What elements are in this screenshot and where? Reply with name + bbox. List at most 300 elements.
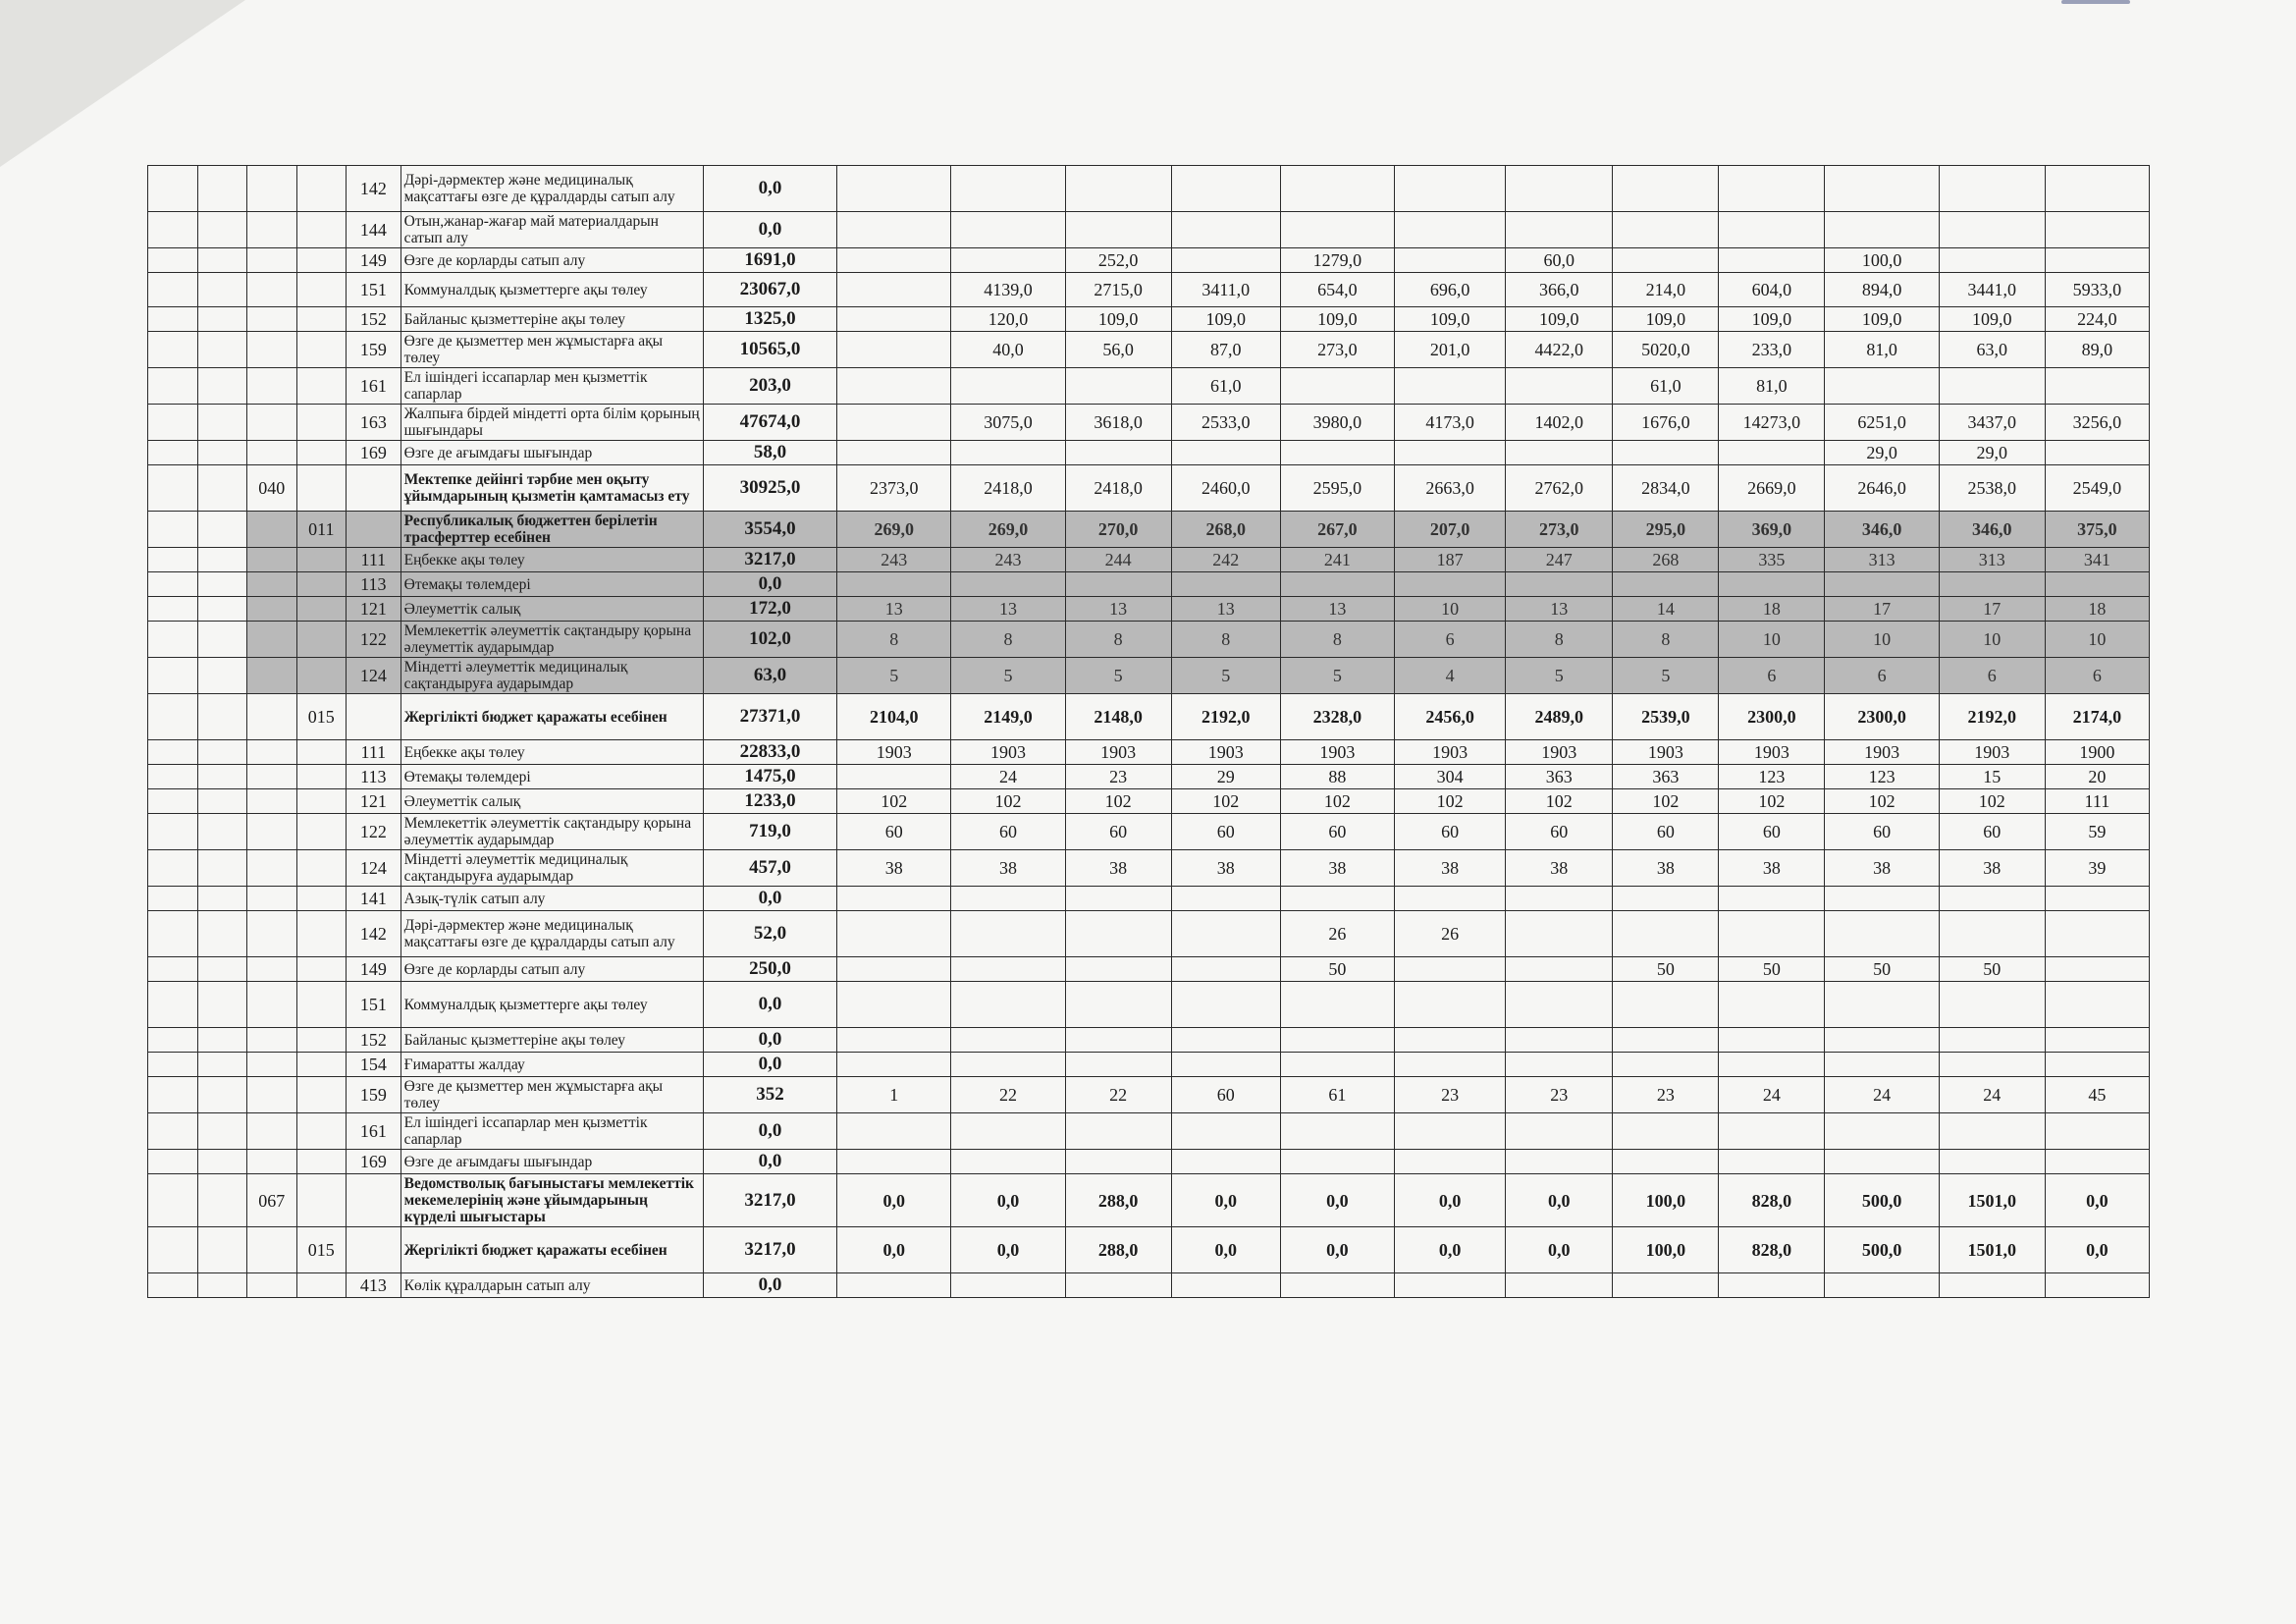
month-value-cell	[2045, 982, 2149, 1028]
month-value-cell: 10	[1939, 622, 2045, 658]
month-value-cell	[1719, 166, 1825, 212]
table-row	[148, 982, 2150, 1028]
blank-cell	[148, 622, 198, 658]
month-value-cell: 38	[1171, 850, 1280, 887]
total-cell: 0,0	[703, 1150, 836, 1174]
blank-cell	[148, 850, 198, 887]
subprogram-code-cell	[296, 273, 347, 307]
month-value-cell: 0,0	[1171, 1227, 1280, 1273]
blank-cell	[148, 273, 198, 307]
month-value-cell	[1171, 1113, 1280, 1150]
program-code-cell	[247, 273, 297, 307]
month-value-cell: 0,0	[2045, 1174, 2149, 1227]
program-code-cell	[247, 248, 297, 273]
month-value-cell	[1939, 572, 2045, 597]
month-value-cell: 2174,0	[2045, 694, 2149, 740]
month-value-cell: 1903	[1280, 740, 1394, 765]
month-value-cell: 1903	[951, 740, 1065, 765]
total-cell: 27371,0	[703, 694, 836, 740]
month-value-cell: 13	[951, 597, 1065, 622]
blank-cell	[197, 740, 247, 765]
month-value-cell: 273,0	[1506, 512, 1613, 548]
month-value-cell	[1939, 887, 2045, 911]
month-value-cell: 24	[951, 765, 1065, 789]
expense-name-cell: Мектепке дейінгі тәрбие мен оқыту ұйымдарының қызметін қамтамасыз ету	[400, 465, 703, 512]
month-value-cell	[1171, 982, 1280, 1028]
blank-cell	[197, 765, 247, 789]
month-value-cell	[1825, 212, 1939, 248]
blank-cell	[148, 405, 198, 441]
month-value-cell: 2373,0	[837, 465, 951, 512]
expense-name-cell: Жергілікті бюджет қаражаты есебінен	[400, 694, 703, 740]
month-value-cell	[1171, 1150, 1280, 1174]
subprogram-code-cell	[296, 441, 347, 465]
month-value-cell	[837, 957, 951, 982]
table-row	[148, 307, 2150, 332]
month-value-cell: 2549,0	[2045, 465, 2149, 512]
month-value-cell: 2538,0	[1939, 465, 2045, 512]
blank-cell	[197, 465, 247, 512]
program-code-cell	[247, 1028, 297, 1053]
month-value-cell: 252,0	[1065, 248, 1171, 273]
table-row	[148, 1273, 2150, 1298]
month-value-cell	[1171, 212, 1280, 248]
table-row	[148, 850, 2150, 887]
total-cell: 457,0	[703, 850, 836, 887]
blank-cell	[148, 465, 198, 512]
specifics-code-cell: 161	[347, 368, 401, 405]
month-value-cell	[1825, 572, 1939, 597]
month-value-cell	[1171, 572, 1280, 597]
subprogram-code-cell	[296, 1077, 347, 1113]
month-value-cell	[951, 957, 1065, 982]
month-value-cell: 8	[1613, 622, 1719, 658]
month-value-cell: 17	[1825, 597, 1939, 622]
subprogram-code-cell	[296, 1174, 347, 1227]
month-value-cell	[1171, 911, 1280, 957]
month-value-cell	[1719, 911, 1825, 957]
subprogram-code-cell	[296, 765, 347, 789]
total-cell: 3217,0	[703, 548, 836, 572]
blank-cell	[148, 1077, 198, 1113]
subprogram-code-cell	[296, 405, 347, 441]
blank-cell	[148, 765, 198, 789]
budget-table	[147, 165, 2150, 1298]
month-value-cell: 50	[1939, 957, 2045, 982]
month-value-cell: 39	[2045, 850, 2149, 887]
month-value-cell: 38	[1613, 850, 1719, 887]
month-value-cell: 5	[1065, 658, 1171, 694]
month-value-cell	[1506, 911, 1613, 957]
month-value-cell	[1506, 982, 1613, 1028]
expense-name-cell: Әлеуметтік салық	[400, 789, 703, 814]
month-value-cell: 828,0	[1719, 1227, 1825, 1273]
program-code-cell	[247, 597, 297, 622]
program-code-cell	[247, 512, 297, 548]
month-value-cell	[837, 887, 951, 911]
month-value-cell: 6	[1719, 658, 1825, 694]
total-cell: 1691,0	[703, 248, 836, 273]
blank-cell	[197, 1150, 247, 1174]
month-value-cell: 22	[1065, 1077, 1171, 1113]
total-cell: 0,0	[703, 1028, 836, 1053]
month-value-cell: 1501,0	[1939, 1174, 2045, 1227]
month-value-cell: 109,0	[1939, 307, 2045, 332]
month-value-cell: 61,0	[1613, 368, 1719, 405]
month-value-cell: 2762,0	[1506, 465, 1613, 512]
month-value-cell	[837, 307, 951, 332]
month-value-cell: 63,0	[1939, 332, 2045, 368]
month-value-cell	[1719, 1053, 1825, 1077]
blank-cell	[148, 512, 198, 548]
month-value-cell: 269,0	[951, 512, 1065, 548]
month-value-cell: 60	[1825, 814, 1939, 850]
month-value-cell: 3441,0	[1939, 273, 2045, 307]
month-value-cell	[1506, 1053, 1613, 1077]
expense-name-cell: Еңбекке ақы төлеу	[400, 548, 703, 572]
month-value-cell	[1065, 368, 1171, 405]
program-code-cell: 040	[247, 465, 297, 512]
month-value-cell: 2646,0	[1825, 465, 1939, 512]
month-value-cell: 4139,0	[951, 273, 1065, 307]
month-value-cell	[1065, 441, 1171, 465]
month-value-cell: 313	[1825, 548, 1939, 572]
table-row	[148, 887, 2150, 911]
expense-name-cell: Өзге де корларды сатып алу	[400, 957, 703, 982]
month-value-cell	[1506, 1028, 1613, 1053]
program-code-cell	[247, 765, 297, 789]
table-row	[148, 1028, 2150, 1053]
subprogram-code-cell	[296, 465, 347, 512]
expense-name-cell: Өзге де корларды сатып алу	[400, 248, 703, 273]
month-value-cell: 29,0	[1939, 441, 2045, 465]
month-value-cell	[1613, 982, 1719, 1028]
subprogram-code-cell	[296, 982, 347, 1028]
expense-name-cell: Өзге де ағымдағы шығындар	[400, 1150, 703, 1174]
month-value-cell	[1065, 572, 1171, 597]
month-value-cell: 1903	[1825, 740, 1939, 765]
month-value-cell: 18	[2045, 597, 2149, 622]
month-value-cell	[1939, 1053, 2045, 1077]
month-value-cell	[1395, 1028, 1506, 1053]
month-value-cell: 29,0	[1825, 441, 1939, 465]
month-value-cell	[951, 212, 1065, 248]
total-cell: 1475,0	[703, 765, 836, 789]
month-value-cell: 1903	[1506, 740, 1613, 765]
month-value-cell	[1613, 887, 1719, 911]
program-code-cell	[247, 441, 297, 465]
month-value-cell: 102	[837, 789, 951, 814]
month-value-cell	[1613, 1273, 1719, 1298]
month-value-cell	[837, 1053, 951, 1077]
month-value-cell: 335	[1719, 548, 1825, 572]
month-value-cell	[1825, 166, 1939, 212]
month-value-cell	[1939, 212, 2045, 248]
month-value-cell	[2045, 957, 2149, 982]
month-value-cell: 0,0	[1280, 1174, 1394, 1227]
month-value-cell: 123	[1825, 765, 1939, 789]
month-value-cell: 0,0	[1280, 1227, 1394, 1273]
month-value-cell: 5	[1613, 658, 1719, 694]
total-cell: 0,0	[703, 166, 836, 212]
blank-cell	[148, 166, 198, 212]
month-value-cell: 8	[1171, 622, 1280, 658]
month-value-cell: 102	[1395, 789, 1506, 814]
total-cell: 203,0	[703, 368, 836, 405]
table-row	[148, 957, 2150, 982]
month-value-cell: 288,0	[1065, 1227, 1171, 1273]
month-value-cell: 363	[1613, 765, 1719, 789]
month-value-cell: 2669,0	[1719, 465, 1825, 512]
month-value-cell	[1613, 911, 1719, 957]
specifics-code-cell: 149	[347, 248, 401, 273]
month-value-cell: 201,0	[1395, 332, 1506, 368]
total-cell: 172,0	[703, 597, 836, 622]
expense-name-cell: Ведомстволық бағыныстағы мемлекеттік мекемелерінің және ұйымдарының күрделі шығыстары	[400, 1174, 703, 1227]
month-value-cell: 102	[1719, 789, 1825, 814]
subprogram-code-cell	[296, 887, 347, 911]
month-value-cell: 102	[1280, 789, 1394, 814]
month-value-cell	[1719, 248, 1825, 273]
specifics-code-cell: 122	[347, 814, 401, 850]
program-code-cell	[247, 887, 297, 911]
month-value-cell	[1506, 1273, 1613, 1298]
specifics-code-cell: 142	[347, 911, 401, 957]
blank-cell	[197, 212, 247, 248]
month-value-cell	[951, 1053, 1065, 1077]
blank-cell	[148, 982, 198, 1028]
month-value-cell	[1280, 1028, 1394, 1053]
month-value-cell: 2539,0	[1613, 694, 1719, 740]
total-cell: 0,0	[703, 572, 836, 597]
month-value-cell	[1171, 1028, 1280, 1053]
specifics-code-cell: 151	[347, 982, 401, 1028]
month-value-cell	[1719, 1150, 1825, 1174]
program-code-cell: 067	[247, 1174, 297, 1227]
blank-cell	[148, 1227, 198, 1273]
month-value-cell: 60	[1506, 814, 1613, 850]
month-value-cell	[1395, 572, 1506, 597]
month-value-cell	[2045, 441, 2149, 465]
expense-name-cell: Өтемақы төлемдері	[400, 572, 703, 597]
specifics-code-cell: 152	[347, 1028, 401, 1053]
total-cell: 3554,0	[703, 512, 836, 548]
total-cell: 0,0	[703, 982, 836, 1028]
month-value-cell: 654,0	[1280, 273, 1394, 307]
month-value-cell	[1280, 1113, 1394, 1150]
month-value-cell: 14273,0	[1719, 405, 1825, 441]
month-value-cell: 224,0	[2045, 307, 2149, 332]
table-row	[148, 1053, 2150, 1077]
month-value-cell: 1	[837, 1077, 951, 1113]
month-value-cell	[1065, 911, 1171, 957]
table-row	[148, 622, 2150, 658]
expense-name-cell: Азық-түлік сатып алу	[400, 887, 703, 911]
month-value-cell	[1280, 441, 1394, 465]
month-value-cell: 38	[837, 850, 951, 887]
month-value-cell: 269,0	[837, 512, 951, 548]
specifics-code-cell: 111	[347, 740, 401, 765]
month-value-cell	[2045, 1150, 2149, 1174]
total-cell: 719,0	[703, 814, 836, 850]
program-code-cell	[247, 694, 297, 740]
specifics-code-cell: 124	[347, 850, 401, 887]
month-value-cell: 366,0	[1506, 273, 1613, 307]
month-value-cell	[837, 441, 951, 465]
month-value-cell	[2045, 1113, 2149, 1150]
month-value-cell: 2192,0	[1939, 694, 2045, 740]
month-value-cell	[837, 1028, 951, 1053]
month-value-cell: 5	[1506, 658, 1613, 694]
month-value-cell	[1613, 248, 1719, 273]
specifics-code-cell: 124	[347, 658, 401, 694]
subprogram-code-cell	[296, 1028, 347, 1053]
blank-cell	[197, 548, 247, 572]
month-value-cell	[1280, 1150, 1394, 1174]
expense-name-cell: Ел ішіндегі іссапарлар мен қызметтік сапарлар	[400, 1113, 703, 1150]
subprogram-code-cell	[296, 1273, 347, 1298]
total-cell: 0,0	[703, 1053, 836, 1077]
month-value-cell: 38	[1395, 850, 1506, 887]
month-value-cell: 295,0	[1613, 512, 1719, 548]
month-value-cell: 89,0	[2045, 332, 2149, 368]
expense-name-cell: Жалпыға бірдей міндетті орта білім қорының шығындары	[400, 405, 703, 441]
subprogram-code-cell	[296, 332, 347, 368]
blank-cell	[197, 597, 247, 622]
month-value-cell: 102	[1939, 789, 2045, 814]
month-value-cell	[2045, 248, 2149, 273]
month-value-cell	[1065, 1113, 1171, 1150]
program-code-cell	[247, 957, 297, 982]
month-value-cell: 123	[1719, 765, 1825, 789]
blank-cell	[197, 248, 247, 273]
month-value-cell: 363	[1506, 765, 1613, 789]
month-value-cell: 1903	[1719, 740, 1825, 765]
month-value-cell: 8	[1280, 622, 1394, 658]
specifics-code-cell: 113	[347, 765, 401, 789]
month-value-cell	[837, 911, 951, 957]
blank-cell	[197, 694, 247, 740]
expense-name-cell: Өзге де қызметтер мен жұмыстарға ақы төлеу	[400, 332, 703, 368]
table-row	[148, 814, 2150, 850]
month-value-cell	[1395, 1113, 1506, 1150]
blank-cell	[197, 911, 247, 957]
month-value-cell	[1395, 887, 1506, 911]
month-value-cell: 38	[1939, 850, 2045, 887]
expense-name-cell: Өзге де ағымдағы шығындар	[400, 441, 703, 465]
month-value-cell: 0,0	[1171, 1174, 1280, 1227]
month-value-cell	[1395, 957, 1506, 982]
blank-cell	[148, 1273, 198, 1298]
month-value-cell: 102	[1506, 789, 1613, 814]
month-value-cell	[1065, 887, 1171, 911]
blank-cell	[197, 622, 247, 658]
month-value-cell: 828,0	[1719, 1174, 1825, 1227]
month-value-cell: 1903	[1065, 740, 1171, 765]
expense-name-cell: Міндетті әлеуметтік медициналық сақтандыруға аударымдар	[400, 850, 703, 887]
month-value-cell: 2300,0	[1719, 694, 1825, 740]
month-value-cell	[1825, 1113, 1939, 1150]
blank-cell	[197, 307, 247, 332]
paper-fold-corner	[0, 0, 245, 167]
month-value-cell: 6251,0	[1825, 405, 1939, 441]
month-value-cell	[1506, 166, 1613, 212]
month-value-cell: 5933,0	[2045, 273, 2149, 307]
table-row	[148, 212, 2150, 248]
month-value-cell: 60	[1719, 814, 1825, 850]
month-value-cell	[1280, 982, 1394, 1028]
table-row	[148, 572, 2150, 597]
expense-name-cell: Еңбекке ақы төлеу	[400, 740, 703, 765]
table-row	[148, 1077, 2150, 1113]
specifics-code-cell: 141	[347, 887, 401, 911]
month-value-cell	[1395, 368, 1506, 405]
month-value-cell	[1506, 441, 1613, 465]
month-value-cell: 1903	[1171, 740, 1280, 765]
expense-name-cell: Дәрі-дәрмектер және медициналық мақсаттағы өзге де құралдарды сатып алу	[400, 166, 703, 212]
month-value-cell	[1939, 1273, 2045, 1298]
month-value-cell	[1613, 1113, 1719, 1150]
month-value-cell: 247	[1506, 548, 1613, 572]
month-value-cell: 2300,0	[1825, 694, 1939, 740]
month-value-cell: 214,0	[1613, 273, 1719, 307]
month-value-cell: 2663,0	[1395, 465, 1506, 512]
month-value-cell: 60	[1171, 1077, 1280, 1113]
expense-name-cell: Коммуналдық қызметтерге ақы төлеу	[400, 982, 703, 1028]
month-value-cell	[1939, 1028, 2045, 1053]
month-value-cell: 60,0	[1506, 248, 1613, 273]
month-value-cell: 8	[951, 622, 1065, 658]
month-value-cell: 2595,0	[1280, 465, 1394, 512]
month-value-cell: 8	[1506, 622, 1613, 658]
month-value-cell: 0,0	[1395, 1227, 1506, 1273]
month-value-cell	[1825, 911, 1939, 957]
specifics-code-cell	[347, 465, 401, 512]
specifics-code-cell: 152	[347, 307, 401, 332]
blank-cell	[148, 441, 198, 465]
month-value-cell: 60	[1171, 814, 1280, 850]
month-value-cell	[1395, 212, 1506, 248]
program-code-cell	[247, 1113, 297, 1150]
month-value-cell	[951, 248, 1065, 273]
month-value-cell: 38	[951, 850, 1065, 887]
month-value-cell	[1171, 1273, 1280, 1298]
month-value-cell	[837, 332, 951, 368]
month-value-cell: 50	[1825, 957, 1939, 982]
month-value-cell: 45	[2045, 1077, 2149, 1113]
month-value-cell: 3411,0	[1171, 273, 1280, 307]
month-value-cell: 375,0	[2045, 512, 2149, 548]
month-value-cell: 1402,0	[1506, 405, 1613, 441]
table-row	[148, 465, 2150, 512]
month-value-cell: 22	[951, 1077, 1065, 1113]
month-value-cell: 61	[1280, 1077, 1394, 1113]
month-value-cell	[1825, 368, 1939, 405]
month-value-cell: 2715,0	[1065, 273, 1171, 307]
expense-name-cell: Жергілікті бюджет қаражаты есебінен	[400, 1227, 703, 1273]
program-code-cell	[247, 911, 297, 957]
program-code-cell	[247, 1150, 297, 1174]
month-value-cell	[1506, 1150, 1613, 1174]
month-value-cell	[837, 248, 951, 273]
specifics-code-cell: 144	[347, 212, 401, 248]
blank-cell	[148, 368, 198, 405]
month-value-cell: 23	[1065, 765, 1171, 789]
blank-cell	[197, 166, 247, 212]
total-cell: 1233,0	[703, 789, 836, 814]
month-value-cell: 10	[2045, 622, 2149, 658]
month-value-cell: 1903	[837, 740, 951, 765]
